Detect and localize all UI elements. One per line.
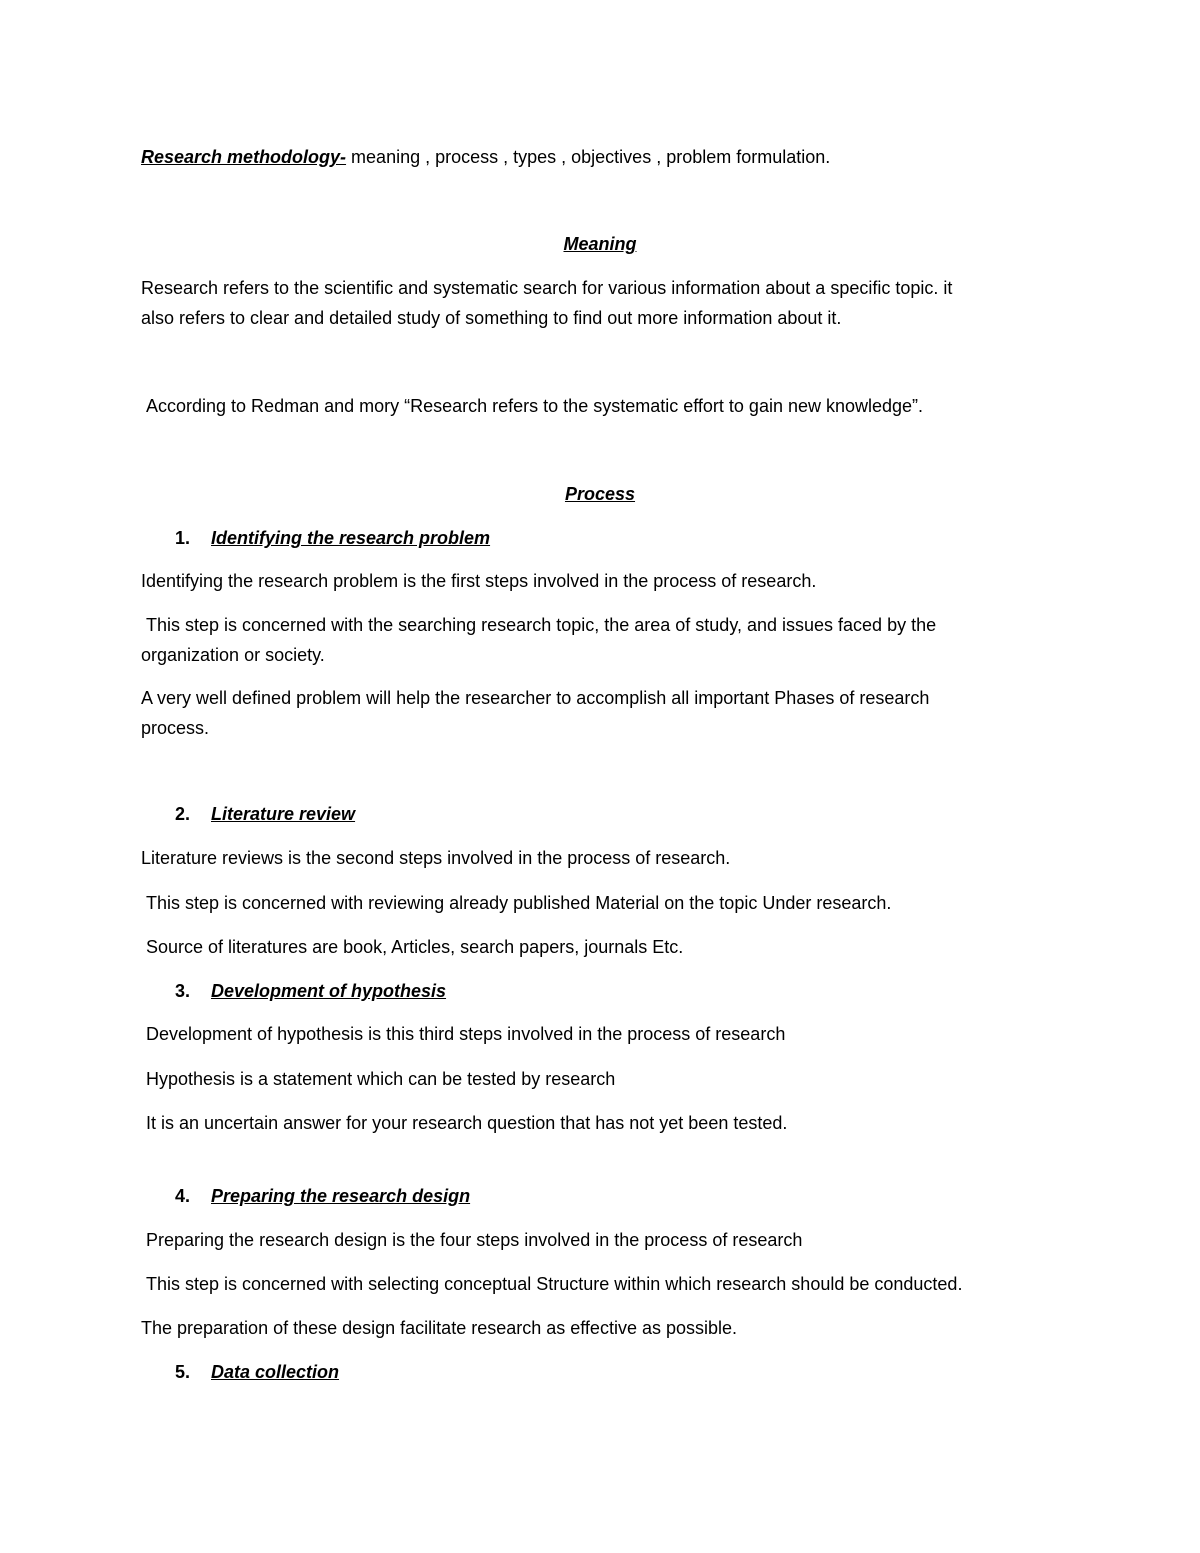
step-3-text-line: It is an uncertain answer for your research question that has not yet been tested. [146, 1113, 788, 1133]
meaning-heading: Meaning [563, 234, 637, 254]
step-1-text-line: Identifying the research problem is the first steps involved in the process of research. [141, 571, 817, 591]
step-number: 2. [175, 804, 191, 824]
step-2-text-line: This step is concerned with reviewing already published Material on the topic Under research. [146, 893, 892, 913]
step-4-heading [175, 1185, 470, 1207]
meaning-paragraph-line-2: also refers to clear and detailed study of something to find out more information about it. [141, 308, 842, 328]
title-topics: meaning , process , types , objectives , problem formulation. [346, 147, 831, 167]
step-1-text-line: This step is concerned with the searching research topic, the area of study, and issues faced by the [146, 615, 937, 635]
step-title: Development of hypothesis [211, 981, 447, 1001]
definition-quote: According to Redman and mory “Research refers to the systematic effort to gain new knowledge”. [146, 396, 924, 416]
document-title [141, 146, 830, 168]
meaning-paragraph-line-1: Research refers to the scientific and systematic search for various information about a specific topic. it [141, 278, 953, 298]
step-2-text-line: Literature reviews is the second steps involved in the process of research. [141, 848, 731, 868]
process-heading: Process [564, 484, 636, 504]
step-title: Literature review [211, 804, 356, 824]
title-label: Research methodology- [141, 147, 347, 167]
step-2-text-line: Source of literatures are book, Articles, search papers, journals Etc. [146, 937, 684, 957]
step-number: 1. [175, 528, 191, 548]
step-1-text-line: organization or society. [141, 645, 325, 665]
step-4-text-line: This step is concerned with selecting conceptual Structure within which research should be conducted. [146, 1274, 963, 1294]
step-number: 5. [175, 1362, 191, 1382]
step-2-heading [175, 803, 355, 825]
step-number: 3. [175, 981, 191, 1001]
step-5-heading [175, 1361, 339, 1383]
step-number: 4. [175, 1186, 191, 1206]
step-3-heading [175, 980, 446, 1002]
step-1-heading [175, 527, 490, 549]
step-title: Identifying the research problem [211, 528, 491, 548]
step-4-text-line: Preparing the research design is the four steps involved in the process of research [146, 1230, 803, 1250]
step-4-text-line: The preparation of these design facilitate research as effective as possible. [141, 1318, 738, 1338]
step-1-text-line: A very well defined problem will help the researcher to accomplish all important Phases of research [141, 688, 930, 708]
step-title: Data collection [211, 1362, 340, 1382]
step-3-text-line: Hypothesis is a statement which can be tested by research [146, 1069, 616, 1089]
step-title: Preparing the research design [211, 1186, 471, 1206]
step-1-text-line: process. [141, 718, 210, 738]
step-3-text-line: Development of hypothesis is this third steps involved in the process of research [146, 1024, 786, 1044]
